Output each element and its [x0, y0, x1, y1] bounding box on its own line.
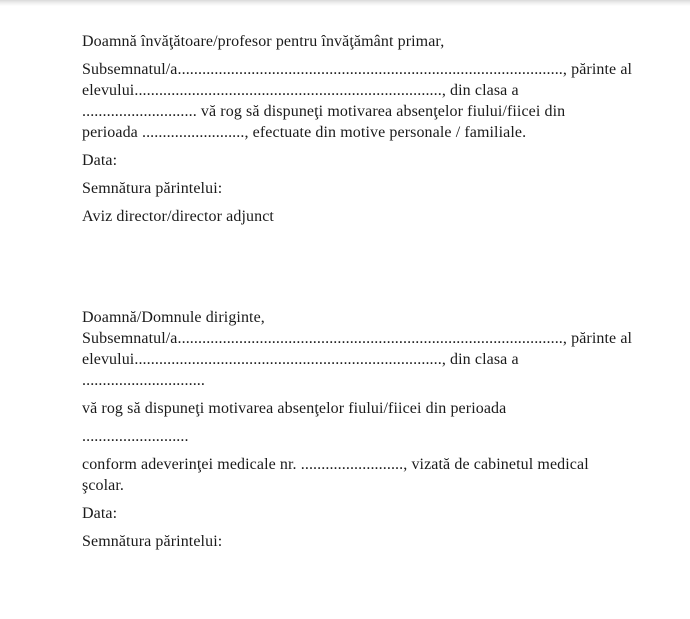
- date-label: Data:: [82, 505, 118, 522]
- body-line-elevului: elevului..........................................................................., din clasa a: [82, 351, 519, 368]
- section1-salutation-paragraph: [82, 31, 622, 52]
- body-line-medical: conform adeverinţei medicale nr. ........................., vizată de cabinetul medical: [82, 456, 589, 473]
- document-text-block: [82, 31, 633, 559]
- body-line-subsemnatul: Subsemnatul/a.............................................................................................., părinte al: [82, 330, 633, 347]
- section2-period-dots-paragraph: [82, 426, 622, 447]
- top-edge-shadow: [0, 0, 690, 6]
- body-line-request: ............................ vă rog să dispuneţi motivarea absenţelor fiului/fiicei din: [82, 103, 566, 120]
- salutation-line: Doamnă/Domnule diriginte,: [82, 309, 265, 326]
- section1-body-paragraph: [82, 59, 633, 143]
- section-separator: [82, 234, 622, 307]
- body-line-elevului: elevului..........................................................................., din clasa a: [82, 82, 519, 99]
- section2-body-paragraph: [82, 307, 633, 391]
- parent-signature-label: Semnătura părintelui:: [82, 180, 223, 197]
- body-line-period: perioada ........................., efectuate din motive personale / familiale.: [82, 124, 527, 141]
- section2-medical-paragraph: [82, 454, 622, 496]
- section2-signature-paragraph: [82, 531, 622, 552]
- body-line-medical-wrap: şcolar.: [82, 477, 125, 494]
- section1-date-paragraph: [82, 150, 622, 171]
- parent-signature-label: Semnătura părintelui:: [82, 533, 223, 550]
- salutation-line: Doamnă învăţătoare/profesor pentru învăţământ primar,: [82, 33, 445, 50]
- date-label: Data:: [82, 152, 118, 169]
- director-approval-label: Aviz director/director adjunct: [82, 208, 274, 225]
- section1-signature-paragraph: [82, 178, 622, 199]
- section2-request-paragraph: [82, 398, 622, 419]
- dotted-fill-line: ..............................: [82, 372, 205, 389]
- body-line-request: vă rog să dispuneţi motivarea absenţelor fiului/fiicei din perioada: [82, 400, 507, 417]
- section1-approval-paragraph: [82, 206, 622, 227]
- dotted-fill-line: ..........................: [82, 428, 189, 445]
- section2-date-paragraph: [82, 503, 622, 524]
- body-line-subsemnatul: Subsemnatul/a.............................................................................................., părinte al: [82, 61, 633, 78]
